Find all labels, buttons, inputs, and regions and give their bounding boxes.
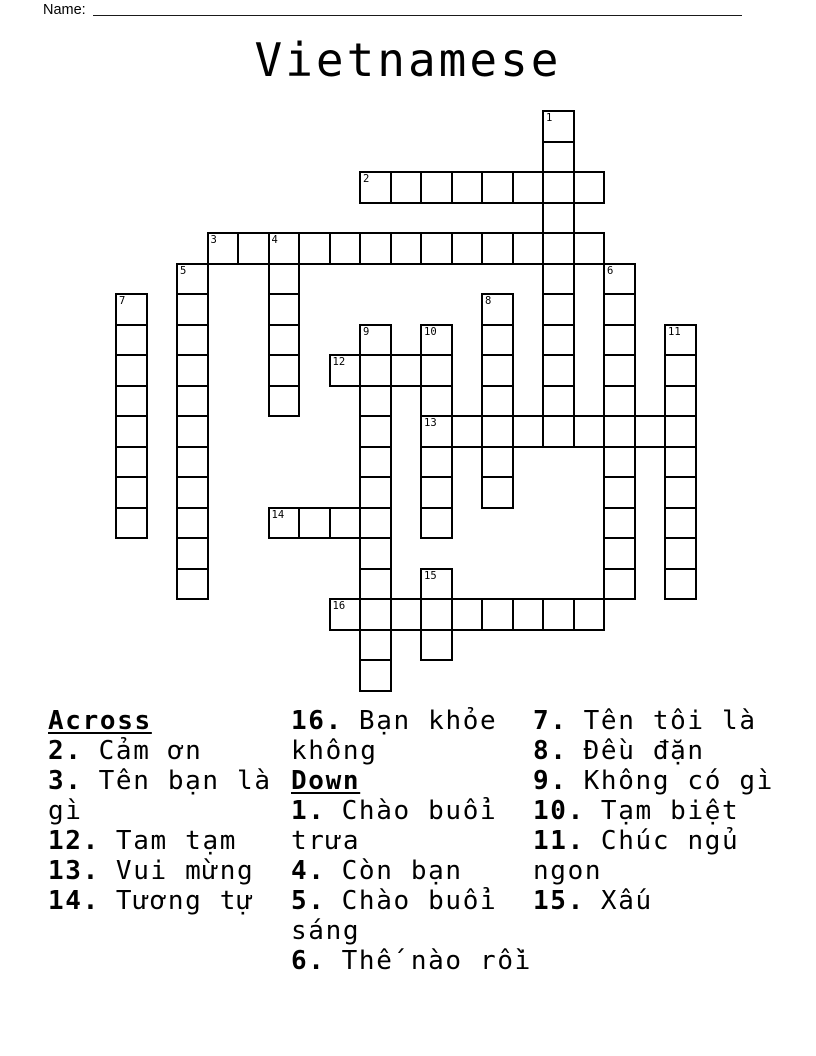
clue-number: 9. (533, 766, 568, 796)
grid-cell (603, 293, 636, 326)
down-heading: Down (291, 766, 361, 796)
name-label: Name: (43, 2, 86, 18)
clue-down-8 (533, 736, 783, 766)
grid-cell (176, 263, 209, 296)
grid-cell (359, 507, 392, 540)
clue-across-2 (48, 736, 298, 766)
clue-text: Tên bạn là gì (48, 766, 272, 826)
clue-text: Thế nào rồi (341, 946, 532, 976)
cell-number: 14 (271, 508, 285, 521)
clue-number: 10. (533, 796, 585, 826)
clue-text: Cảm ơn (98, 736, 203, 766)
grid-cell (359, 354, 392, 387)
grid-cell (542, 202, 575, 235)
clue-text: Không có gì (583, 766, 774, 796)
grid-cell (481, 446, 514, 479)
cell-number: 9 (363, 325, 370, 338)
grid-cell (359, 415, 392, 448)
grid-cell (115, 385, 148, 418)
grid-cell (542, 141, 575, 174)
clue-number: 4. (291, 856, 326, 886)
grid-cell (603, 263, 636, 296)
cell-number: 10 (424, 325, 437, 338)
clue-number: 3. (48, 766, 83, 796)
clue-text: Tam tạm (115, 826, 238, 856)
across-heading: Across (48, 706, 152, 736)
grid-cell (573, 415, 606, 448)
grid-cell (115, 293, 148, 326)
clue-down-9 (533, 766, 783, 796)
name-underline (93, 15, 742, 16)
cell-number: 13 (424, 417, 437, 429)
grid-cell (115, 324, 148, 357)
grid-cell (268, 507, 301, 540)
grid-cell (603, 568, 636, 601)
grid-cell (268, 293, 301, 326)
grid-cell (420, 629, 453, 662)
clue-down-10 (533, 796, 783, 826)
cell-number: 15 (424, 569, 437, 582)
grid-cell (115, 415, 148, 448)
grid-cell (268, 354, 301, 387)
grid-cell (329, 598, 362, 631)
grid-cell (115, 476, 148, 509)
grid-cell (664, 446, 697, 479)
clue-number: 13. (48, 856, 100, 886)
cell-number: 6 (607, 264, 614, 277)
grid-cell (573, 598, 606, 631)
clue-down-15 (533, 886, 783, 916)
grid-cell (542, 293, 575, 326)
grid-cell (664, 415, 697, 448)
grid-cell (420, 476, 453, 509)
cell-number: 5 (180, 264, 187, 277)
cell-number: 12 (332, 356, 346, 368)
grid-cell (176, 415, 209, 448)
grid-cell (634, 415, 667, 448)
grid-cell (176, 385, 209, 418)
grid-cell (359, 629, 392, 662)
cell-number: 16 (332, 600, 346, 612)
grid-cell (420, 568, 453, 601)
cell-number: 2 (363, 173, 370, 185)
grid-cell (451, 171, 484, 204)
grid-cell (542, 110, 575, 143)
clue-down-1 (291, 796, 541, 856)
grid-cell (603, 446, 636, 479)
grid-cell (207, 232, 240, 265)
grid-cell (481, 171, 514, 204)
grid-cell (481, 415, 514, 448)
clue-number: 6. (291, 946, 326, 976)
grid-cell (542, 171, 575, 204)
grid-cell (451, 598, 484, 631)
clue-down-7 (533, 706, 783, 736)
grid-cell (664, 476, 697, 509)
clue-down-11 (533, 826, 783, 886)
grid-cell (664, 568, 697, 601)
grid-cell (481, 324, 514, 357)
grid-cell (390, 171, 423, 204)
grid-cell (603, 415, 636, 448)
clue-column-2 (291, 706, 541, 976)
grid-cell (512, 598, 545, 631)
grid-cell (420, 324, 453, 357)
grid-cell (542, 598, 575, 631)
grid-cell (115, 446, 148, 479)
grid-cell (359, 446, 392, 479)
grid-cell (420, 415, 453, 448)
grid-cell (481, 476, 514, 509)
grid-cell (573, 171, 606, 204)
page-title: Vietnamese (254, 33, 562, 87)
grid-cell (359, 232, 392, 265)
grid-cell (481, 293, 514, 326)
cell-number: 4 (271, 234, 278, 246)
grid-cell (298, 232, 331, 265)
clue-across-13 (48, 856, 298, 886)
grid-cell (268, 232, 301, 265)
grid-cell (237, 232, 270, 265)
grid-cell (512, 171, 545, 204)
grid-cell (390, 232, 423, 265)
clue-text: Bạn khỏe không (291, 706, 498, 766)
grid-cell (664, 385, 697, 418)
grid-cell (603, 507, 636, 540)
grid-cell (542, 354, 575, 387)
clue-across-16 (291, 706, 541, 766)
grid-cell (359, 537, 392, 570)
clue-text: Chào buổi sáng (291, 886, 498, 946)
grid-cell (176, 446, 209, 479)
clue-across-14 (48, 886, 298, 916)
grid-cell (603, 537, 636, 570)
clue-number: 5. (291, 886, 326, 916)
cell-number: 7 (119, 295, 126, 307)
grid-cell (664, 507, 697, 540)
clue-down-6 (291, 946, 541, 976)
clue-column-1 (48, 706, 298, 916)
grid-cell (390, 354, 423, 387)
grid-cell (268, 263, 301, 296)
grid-cell (481, 598, 514, 631)
grid-cell (329, 232, 362, 265)
grid-cell (481, 354, 514, 387)
grid-cell (603, 476, 636, 509)
grid-cell (359, 476, 392, 509)
grid-cell (176, 293, 209, 326)
grid-cell (268, 385, 301, 418)
grid-cell (603, 385, 636, 418)
cell-number: 8 (485, 295, 492, 307)
grid-cell (573, 232, 606, 265)
grid-cell (176, 476, 209, 509)
clue-number: 8. (533, 736, 568, 766)
grid-cell (359, 598, 392, 631)
grid-cell (359, 324, 392, 357)
grid-cell (176, 324, 209, 357)
grid-cell (451, 232, 484, 265)
grid-cell (664, 354, 697, 387)
clue-number: 7. (533, 706, 568, 736)
grid-cell (420, 354, 453, 387)
clue-text: Đều đặn (583, 736, 705, 766)
cell-number: 11 (668, 325, 681, 338)
grid-cell (176, 507, 209, 540)
grid-cell (298, 507, 331, 540)
cell-number: 1 (546, 112, 553, 124)
grid-cell (115, 354, 148, 387)
grid-cell (420, 598, 453, 631)
grid-cell (359, 385, 392, 418)
grid-cell (359, 568, 392, 601)
clue-text: Chúc ngủ ngon (533, 826, 740, 886)
clue-number: 12. (48, 826, 100, 856)
grid-cell (420, 232, 453, 265)
clue-text: Còn bạn (341, 856, 463, 886)
clue-down-5 (291, 886, 541, 946)
grid-cell (268, 324, 301, 357)
grid-cell (420, 507, 453, 540)
clue-text: Chào buổi trưa (291, 796, 498, 856)
grid-cell (542, 324, 575, 357)
clue-text: Xấu (600, 886, 653, 916)
grid-cell (329, 354, 362, 387)
grid-cell (542, 263, 575, 296)
grid-cell (512, 232, 545, 265)
grid-cell (512, 415, 545, 448)
grid-cell (329, 507, 362, 540)
clue-text: Tên tôi là (583, 706, 757, 736)
grid-cell (451, 415, 484, 448)
grid-cell (115, 507, 148, 540)
clue-down-4 (291, 856, 541, 886)
grid-cell (481, 385, 514, 418)
grid-cell (603, 324, 636, 357)
grid-cell (542, 415, 575, 448)
clue-text: Tương tự (115, 886, 255, 916)
grid-cell (420, 385, 453, 418)
grid-cell (481, 232, 514, 265)
grid-cell (603, 354, 636, 387)
grid-cell (664, 537, 697, 570)
grid-cell (542, 232, 575, 265)
grid-cell (542, 385, 575, 418)
grid-cell (359, 171, 392, 204)
grid-cell (176, 568, 209, 601)
clue-column-3 (533, 706, 783, 916)
clue-number: 1. (291, 796, 326, 826)
clue-across-12 (48, 826, 298, 856)
clue-number: 14. (48, 886, 100, 916)
grid-cell (176, 354, 209, 387)
clue-number: 2. (48, 736, 83, 766)
clue-text: Vui mừng (115, 856, 255, 886)
grid-cell (664, 324, 697, 357)
grid-cell (390, 598, 423, 631)
clue-number: 16. (291, 706, 343, 736)
cell-number: 3 (210, 234, 217, 246)
grid-cell (176, 537, 209, 570)
clue-across-3 (48, 766, 298, 826)
clue-number: 15. (533, 886, 585, 916)
grid-cell (420, 446, 453, 479)
clue-text: Tạm biệt (600, 796, 740, 826)
grid-cell (359, 659, 392, 692)
grid-cell (420, 171, 453, 204)
clue-number: 11. (533, 826, 585, 856)
